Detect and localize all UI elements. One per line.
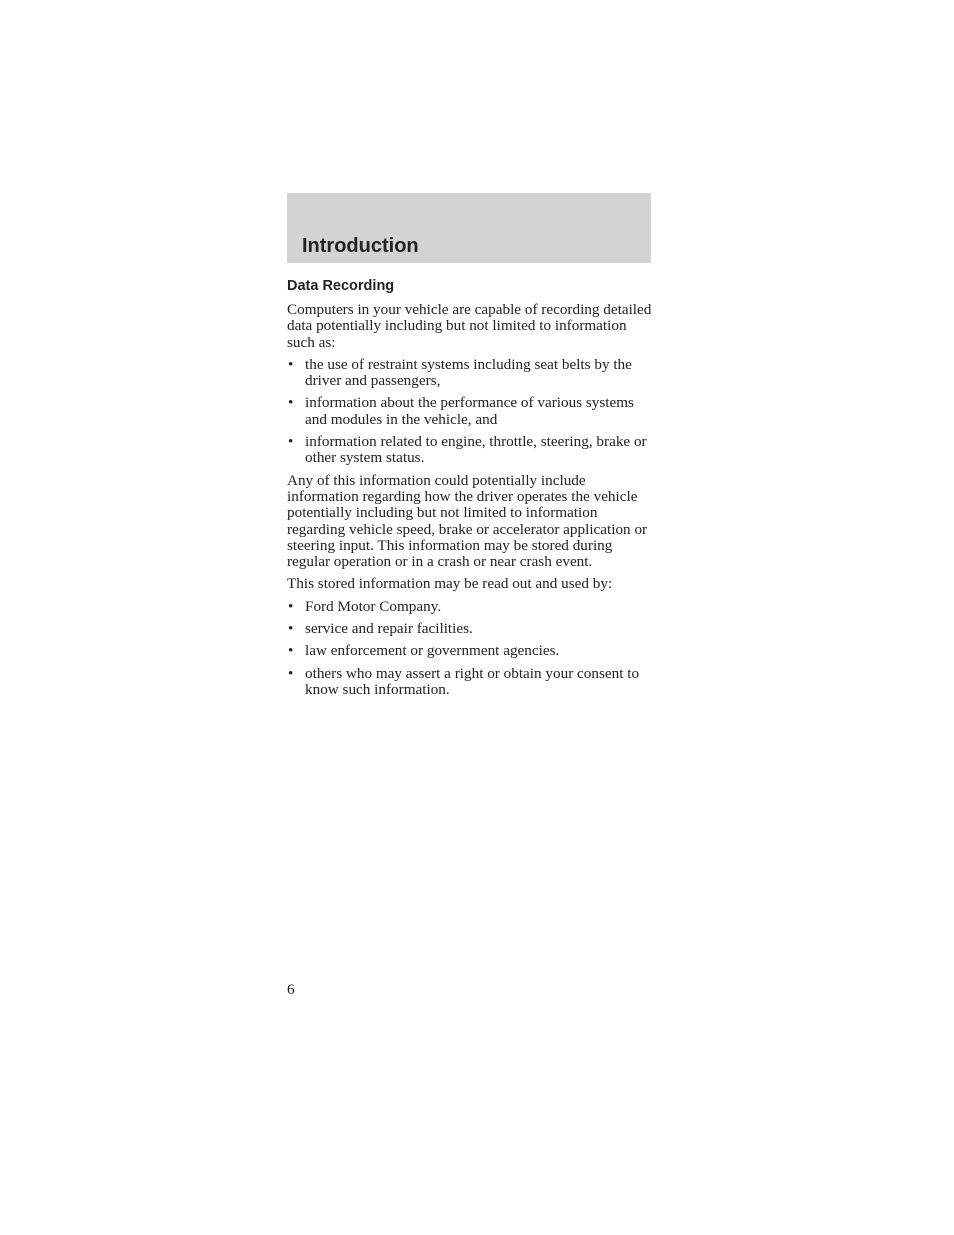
intro-paragraph: Computers in your vehicle are capable of recording detailed data potentially including but not limited to information such as:: [287, 301, 652, 351]
list-item: • law enforcement or government agencies.: [287, 643, 653, 659]
recorded-items-list: [287, 357, 653, 467]
details-paragraph: Any of this information could potentially include information regarding how the driver operates the vehicle potentially including but not limited to information regarding vehicle speed, brake or accelerator application or steering input. This information may be stored during regular operation or in a crash or near crash event.: [287, 471, 648, 571]
list-item: • information related to engine, throttle, steering, brake or other system status.: [287, 434, 653, 467]
list-item: • information about the performance of various systems and modules in the vehicle, and: [287, 395, 653, 428]
page-number: 6: [287, 981, 295, 998]
list-item: • service and repair facilities.: [287, 621, 653, 637]
page-title: Introduction: [302, 235, 419, 257]
readers-list: [287, 599, 653, 698]
list-item: • the use of restraint systems including seat belts by the driver and passengers,: [287, 357, 653, 390]
section-header-band: [287, 193, 651, 263]
main-content: [287, 276, 653, 704]
list-item: • Ford Motor Company.: [287, 599, 653, 615]
list-item: • others who may assert a right or obtain your consent to know such information.: [287, 666, 653, 699]
readers-intro-paragraph: This stored information may be read out and used by:: [287, 575, 613, 593]
section-heading: Data Recording: [287, 278, 395, 294]
